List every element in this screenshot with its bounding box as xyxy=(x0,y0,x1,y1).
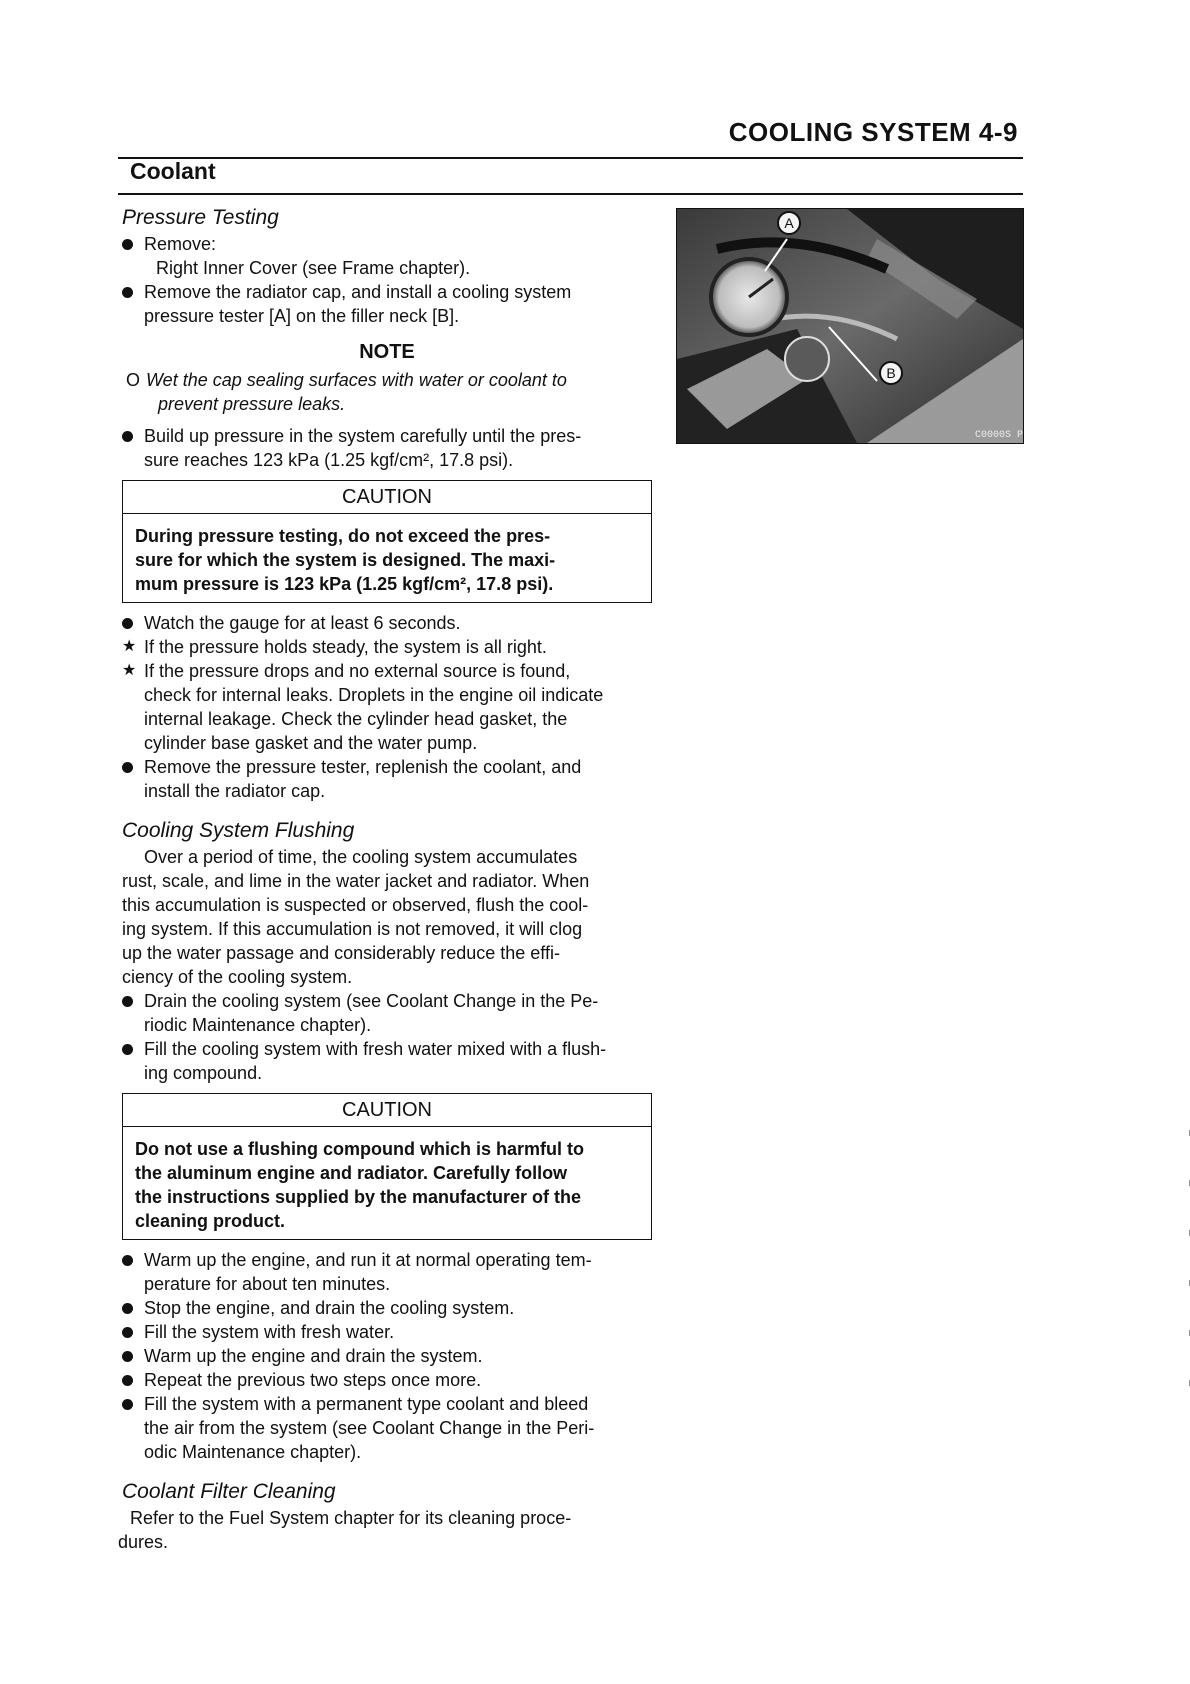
caution-title: CAUTION xyxy=(123,1094,651,1127)
bullet-icon xyxy=(122,1296,142,1320)
list-item: Fill the cooling system with fresh water mixed with a flush- xyxy=(122,1037,652,1061)
callout-b-label: B xyxy=(886,365,896,381)
photo-code: C0000S P xyxy=(975,430,1023,441)
bullet-icon xyxy=(122,611,142,635)
note-text: prevent pressure leaks. xyxy=(158,394,346,414)
list-item-text: Right Inner Cover (see Frame chapter). xyxy=(156,258,471,278)
paragraph-line: rust, scale, and lime in the water jacket and radiator. When xyxy=(122,871,590,891)
caution-text: During pressure testing, do not exceed the pres- sure for which the system is designed. The maxi- mum pressure is 123 kPa (1.25 kgf/cm², 17.8 psi). xyxy=(135,526,556,594)
callout-a-label: A xyxy=(784,215,794,231)
bullet-icon xyxy=(122,755,142,779)
main-column xyxy=(118,204,652,1554)
filter-heading: Coolant Filter Cleaning xyxy=(122,1480,336,1503)
list-item-text: cylinder base gasket and the water pump. xyxy=(144,733,478,753)
list-item: Drain the cooling system (see Coolant Change in the Pe- xyxy=(122,989,652,1013)
list-item-text: odic Maintenance chapter). xyxy=(144,1442,362,1462)
bullet-icon xyxy=(122,424,142,448)
star-icon: ★ xyxy=(122,638,137,655)
paragraph-line: up the water passage and considerably reduce the effi- xyxy=(122,943,560,963)
caution-text: Do not use a flushing compound which is harmful to the aluminum engine and radiator. Carefully follow the instructions supplied by the manufacturer of the cleaning product. xyxy=(135,1139,584,1231)
paragraph-line: Over a period of time, the cooling system accumulates xyxy=(144,847,578,867)
list-item: Warm up the engine, and run it at normal operating tem- xyxy=(122,1248,652,1272)
caution-box xyxy=(122,1093,652,1240)
list-item: Remove the radiator cap, and install a cooling system xyxy=(122,280,652,304)
note-text: O Wet the cap sealing surfaces with water or coolant to xyxy=(126,370,567,390)
list-item: Repeat the previous two steps once more. xyxy=(122,1368,652,1392)
paragraph-line: Refer to the Fuel System chapter for its cleaning proce- xyxy=(130,1508,572,1528)
pressure-testing-heading: Pressure Testing xyxy=(122,206,279,229)
pressure-tester-photo xyxy=(676,208,1024,444)
bullet-icon xyxy=(122,280,142,304)
bullet-icon xyxy=(122,1037,142,1061)
list-item-text: install the radiator cap. xyxy=(144,781,326,801)
bullet-icon xyxy=(122,1248,142,1272)
list-item: Build up pressure in the system carefully until the pres- xyxy=(122,424,652,448)
bullet-icon xyxy=(122,1368,142,1392)
paragraph-line: dures. xyxy=(118,1532,169,1552)
list-item: Watch the gauge for at least 6 seconds. xyxy=(122,611,652,635)
list-item-text: riodic Maintenance chapter). xyxy=(144,1015,372,1035)
bullet-icon xyxy=(122,1344,142,1368)
list-item-text: the air from the system (see Coolant Change in the Peri- xyxy=(144,1418,595,1438)
paragraph-line: this accumulation is suspected or observed, flush the cool- xyxy=(122,895,589,915)
chapter-page-title: COOLING SYSTEM 4-9 xyxy=(728,117,1018,147)
section-title: Coolant xyxy=(130,158,216,184)
list-item-text: check for internal leaks. Droplets in the engine oil indicate xyxy=(144,685,604,705)
star-icon: ★ xyxy=(122,662,137,679)
list-item: ★ If the pressure drops and no external source is found, xyxy=(122,661,571,681)
list-item: ★ If the pressure holds steady, the system is all right. xyxy=(122,637,547,657)
caution-box xyxy=(122,480,652,603)
list-item: Stop the engine, and drain the cooling system. xyxy=(122,1296,652,1320)
flushing-heading: Cooling System Flushing xyxy=(122,819,355,842)
list-item: Fill the system with a permanent type coolant and bleed xyxy=(122,1392,652,1416)
header-rule xyxy=(118,157,1023,159)
bullet-icon xyxy=(122,989,142,1013)
list-item: Remove the pressure tester, replenish the coolant, and xyxy=(122,755,652,779)
list-item: Remove: xyxy=(122,232,652,256)
caution-title: CAUTION xyxy=(123,481,651,514)
bullet-icon xyxy=(122,232,142,256)
section-rule xyxy=(118,193,1023,195)
list-item-text: perature for about ten minutes. xyxy=(144,1274,391,1294)
bullet-icon xyxy=(122,1392,142,1416)
bullet-icon xyxy=(122,1320,142,1344)
list-item-text: sure reaches 123 kPa (1.25 kgf/cm², 17.8 psi). xyxy=(144,450,514,470)
photo-illustration xyxy=(677,209,1023,443)
list-item-text: ing compound. xyxy=(144,1063,263,1083)
list-item: Fill the system with fresh water. xyxy=(122,1320,652,1344)
note-title: NOTE xyxy=(359,341,415,363)
list-item-text: pressure tester [A] on the filler neck [B]. xyxy=(144,306,460,326)
page-header xyxy=(118,117,1018,157)
list-item-text: internal leakage. Check the cylinder head gasket, the xyxy=(144,709,568,729)
list-item: Warm up the engine and drain the system. xyxy=(122,1344,652,1368)
paragraph-line: ciency of the cooling system. xyxy=(122,967,353,987)
paragraph-line: ing system. If this accumulation is not removed, it will clog xyxy=(122,919,583,939)
